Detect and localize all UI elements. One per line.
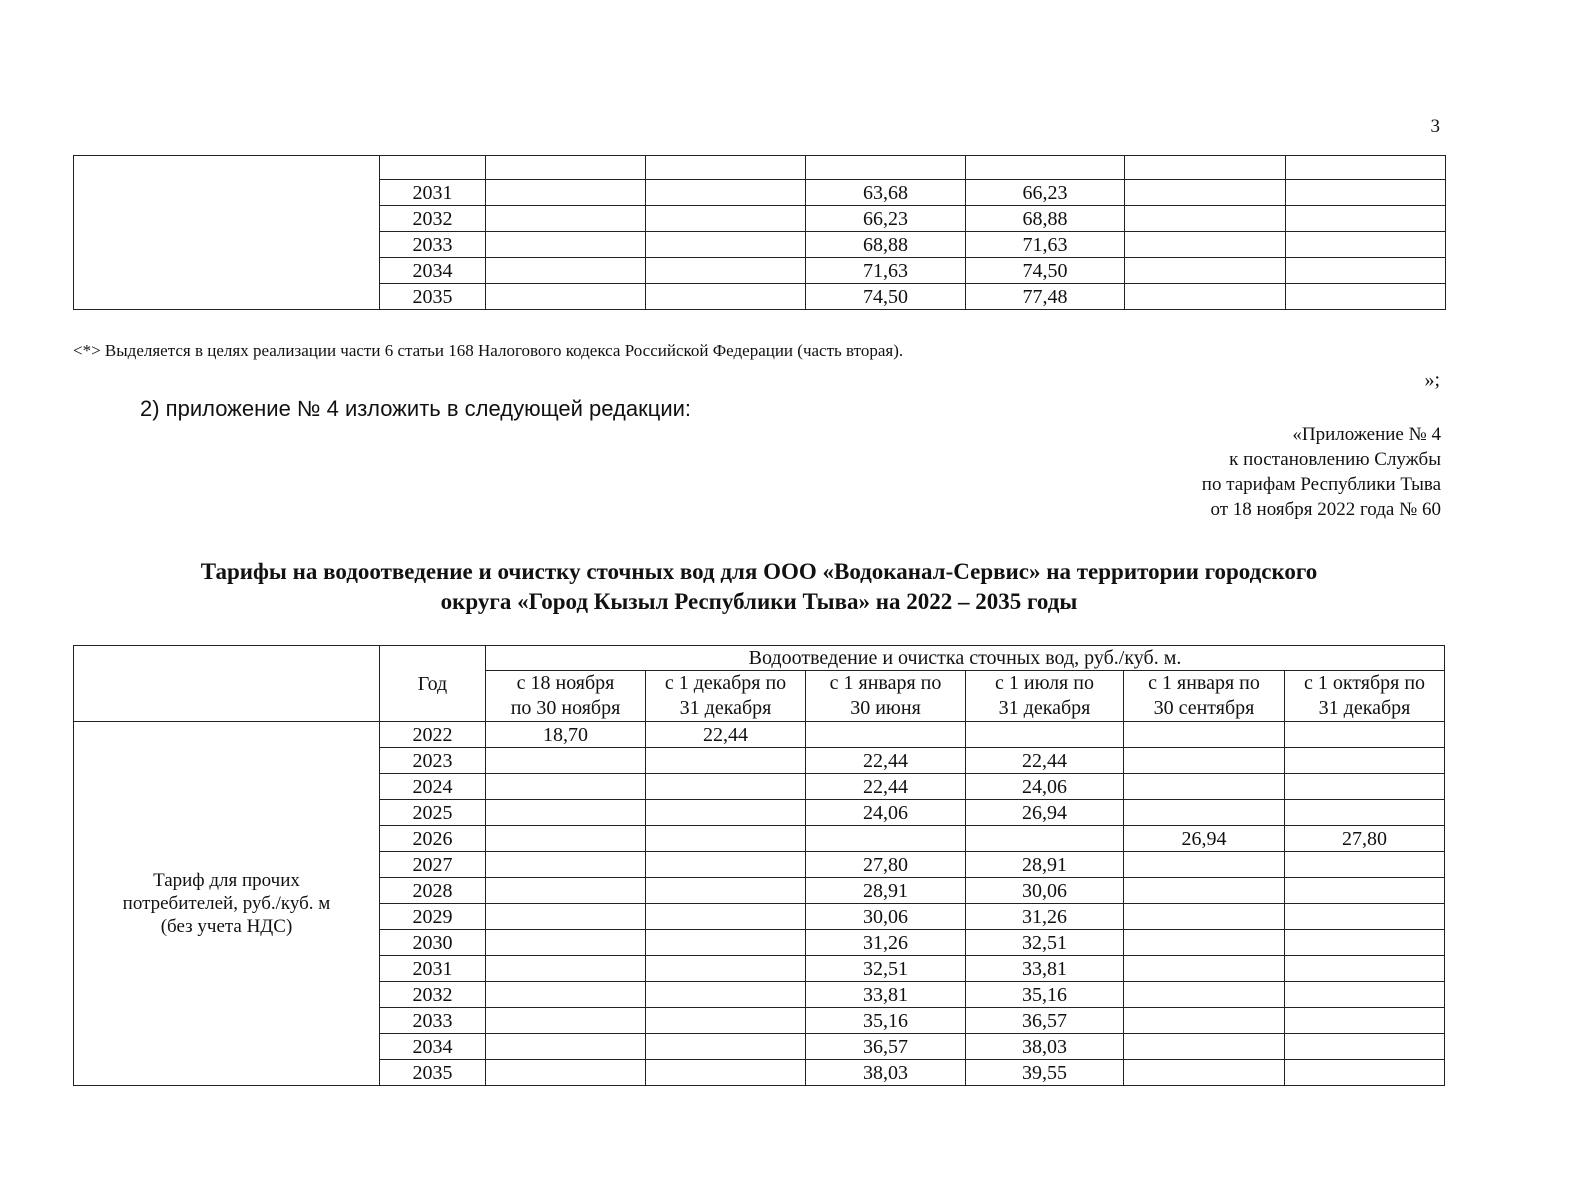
- tariff-value: [646, 852, 806, 878]
- year-cell: 2035: [380, 1060, 486, 1086]
- consumer-category-cell: Тариф для прочих потребителей, руб./куб. м (без учета НДС): [74, 722, 380, 1086]
- tariff-value: [1124, 930, 1285, 956]
- tariff-value: 27,80: [1285, 826, 1445, 852]
- top-tariff-table-continuation: [73, 155, 1446, 310]
- tariff-value: 68,88: [806, 232, 966, 258]
- tariff-value: 31,26: [966, 904, 1124, 930]
- tariff-value: 68,88: [966, 206, 1125, 232]
- year-cell: 2023: [380, 748, 486, 774]
- year-cell: 2034: [380, 258, 486, 284]
- tariff-value: [1124, 748, 1285, 774]
- tariff-value: [486, 878, 646, 904]
- year-cell: 2032: [380, 982, 486, 1008]
- tariff-value: [486, 852, 646, 878]
- year-cell: 2025: [380, 800, 486, 826]
- tariff-value: 26,94: [1124, 826, 1285, 852]
- tariff-value: [646, 878, 806, 904]
- tariff-value: [1124, 1008, 1285, 1034]
- tariff-value: 33,81: [966, 956, 1124, 982]
- period-header: с 1 декабря по 31 декабря: [646, 671, 806, 722]
- tariff-value: [1124, 852, 1285, 878]
- tariff-value: [646, 826, 806, 852]
- tariff-value: [1285, 774, 1445, 800]
- tariff-value: 24,06: [806, 800, 966, 826]
- tariff-value: [1285, 748, 1445, 774]
- tariff-value: [1124, 1034, 1285, 1060]
- tariff-value: [486, 1060, 646, 1086]
- year-cell: 2026: [380, 826, 486, 852]
- table-row: [74, 156, 1446, 180]
- document-title: [73, 557, 1445, 617]
- period-header: с 1 июля по 31 декабря: [966, 671, 1124, 722]
- tariff-value: [1124, 722, 1285, 748]
- tariff-value: 31,26: [806, 930, 966, 956]
- tariff-value: [1124, 956, 1285, 982]
- consumer-cell: [74, 156, 380, 310]
- annex-reference: [1000, 422, 1441, 522]
- tariff-value: [486, 800, 646, 826]
- tariff-value: [1285, 930, 1445, 956]
- year-cell: 2033: [380, 232, 486, 258]
- year-cell: 2022: [380, 722, 486, 748]
- tariff-value: [646, 800, 806, 826]
- tariff-value: 28,91: [806, 878, 966, 904]
- tariff-value: 38,03: [806, 1060, 966, 1086]
- period-header: с 1 октября по 31 декабря: [1285, 671, 1445, 722]
- tariff-value: 77,48: [966, 284, 1125, 310]
- tariff-value: 30,06: [966, 878, 1124, 904]
- tariff-value: [966, 826, 1124, 852]
- tariff-value: [1124, 800, 1285, 826]
- table-row: [74, 722, 1445, 748]
- annex-line: «Приложение № 4: [1292, 424, 1441, 445]
- title-line: Тарифы на водоотведение и очистку сточных вод для ООО «Водоканал-Сервис» на территории городского: [200, 559, 1318, 584]
- year-cell: 2027: [380, 852, 486, 878]
- tariff-value: [806, 826, 966, 852]
- tariff-value: [1285, 852, 1445, 878]
- tariff-value: 74,50: [966, 258, 1125, 284]
- tariff-value: [1285, 956, 1445, 982]
- tariff-value: 27,80: [806, 852, 966, 878]
- tariff-value: [1124, 878, 1285, 904]
- tariff-value: [1285, 800, 1445, 826]
- tariff-value: 24,06: [966, 774, 1124, 800]
- annex-line: по тарифам Республики Тыва: [1201, 474, 1441, 495]
- amendment-instruction: 2) приложение № 4 изложить в следующей редакции:: [140, 396, 692, 421]
- annex-line: от 18 ноября 2022 года № 60: [1210, 499, 1441, 520]
- tariff-value: [1285, 722, 1445, 748]
- period-header: с 18 ноября по 30 ноября: [486, 671, 646, 722]
- tariff-value: [486, 826, 646, 852]
- tariff-value: [1285, 1008, 1445, 1034]
- tariff-value: 22,44: [806, 774, 966, 800]
- tariff-value: [1124, 1060, 1285, 1086]
- tariff-value: 32,51: [966, 930, 1124, 956]
- tariff-value: [1285, 982, 1445, 1008]
- footnote: <*> Выделяется в целях реализации части 6 статьи 168 Налогового кодекса Российской Федерации (часть вторая).: [73, 341, 904, 360]
- group-header: Водоотведение и очистка сточных вод, руб./куб. м.: [486, 646, 1445, 671]
- period-header: с 1 января по 30 сентября: [1124, 671, 1285, 722]
- tariff-value: 71,63: [966, 232, 1125, 258]
- tariff-value: [646, 1008, 806, 1034]
- year-cell: 2028: [380, 878, 486, 904]
- tariff-value: [486, 956, 646, 982]
- tariff-value: [486, 982, 646, 1008]
- tariff-value: 32,51: [806, 956, 966, 982]
- year-cell: 2031: [380, 956, 486, 982]
- period-header: с 1 января по 30 июня: [806, 671, 966, 722]
- tariff-value: 30,06: [806, 904, 966, 930]
- year-header: Год: [380, 646, 486, 722]
- tariff-value: 36,57: [806, 1034, 966, 1060]
- tariff-value: [486, 774, 646, 800]
- year-cell: 2024: [380, 774, 486, 800]
- tariff-value: 74,50: [806, 284, 966, 310]
- year-cell: 2030: [380, 930, 486, 956]
- tariff-value: [966, 722, 1124, 748]
- tariff-value: [806, 722, 966, 748]
- tariff-value: [1124, 904, 1285, 930]
- tariff-value: 71,63: [806, 258, 966, 284]
- tariff-value: [1124, 774, 1285, 800]
- tariff-value: 39,55: [966, 1060, 1124, 1086]
- tariff-value: 18,70: [486, 722, 646, 748]
- title-line: округа «Город Кызыл Республики Тыва» на 2022 – 2035 годы: [440, 589, 1078, 614]
- year-cell: 2033: [380, 1008, 486, 1034]
- tariff-value: 33,81: [806, 982, 966, 1008]
- year-cell: 2034: [380, 1034, 486, 1060]
- tariff-value: [486, 1034, 646, 1060]
- tariff-value: 26,94: [966, 800, 1124, 826]
- year-cell: 2031: [380, 180, 486, 206]
- tariff-value: [1124, 982, 1285, 1008]
- tariff-value: 63,68: [806, 180, 966, 206]
- tariff-value: 28,91: [966, 852, 1124, 878]
- tariff-value: [646, 982, 806, 1008]
- tariff-value: 35,16: [966, 982, 1124, 1008]
- tariff-value: 22,44: [646, 722, 806, 748]
- tariff-value: 66,23: [806, 206, 966, 232]
- tariff-value: [646, 930, 806, 956]
- annex-line: к постановлению Службы: [1229, 449, 1441, 470]
- tariff-value: [646, 1060, 806, 1086]
- closing-quote: »;: [1424, 369, 1440, 391]
- tariff-table: [73, 645, 1445, 1086]
- tariff-value: [1285, 1034, 1445, 1060]
- tariff-value: [486, 748, 646, 774]
- page-number: 3: [1430, 116, 1440, 137]
- tariff-value: [486, 904, 646, 930]
- year-cell: 2029: [380, 904, 486, 930]
- tariff-value: 36,57: [966, 1008, 1124, 1034]
- tariff-value: [646, 1034, 806, 1060]
- tariff-value: [486, 1008, 646, 1034]
- tariff-value: 22,44: [806, 748, 966, 774]
- header-blank-cell: [74, 646, 380, 722]
- tariff-value: [1285, 878, 1445, 904]
- tariff-value: 35,16: [806, 1008, 966, 1034]
- year-cell: 2032: [380, 206, 486, 232]
- tariff-value: [1285, 904, 1445, 930]
- tariff-value: [646, 748, 806, 774]
- table-header-row: [74, 646, 1445, 671]
- tariff-value: 38,03: [966, 1034, 1124, 1060]
- tariff-value: 22,44: [966, 748, 1124, 774]
- tariff-value: [646, 956, 806, 982]
- tariff-value: [646, 774, 806, 800]
- tariff-value: [486, 930, 646, 956]
- tariff-value: [646, 904, 806, 930]
- year-cell: 2035: [380, 284, 486, 310]
- tariff-value: [1285, 1060, 1445, 1086]
- tariff-value: 66,23: [966, 180, 1125, 206]
